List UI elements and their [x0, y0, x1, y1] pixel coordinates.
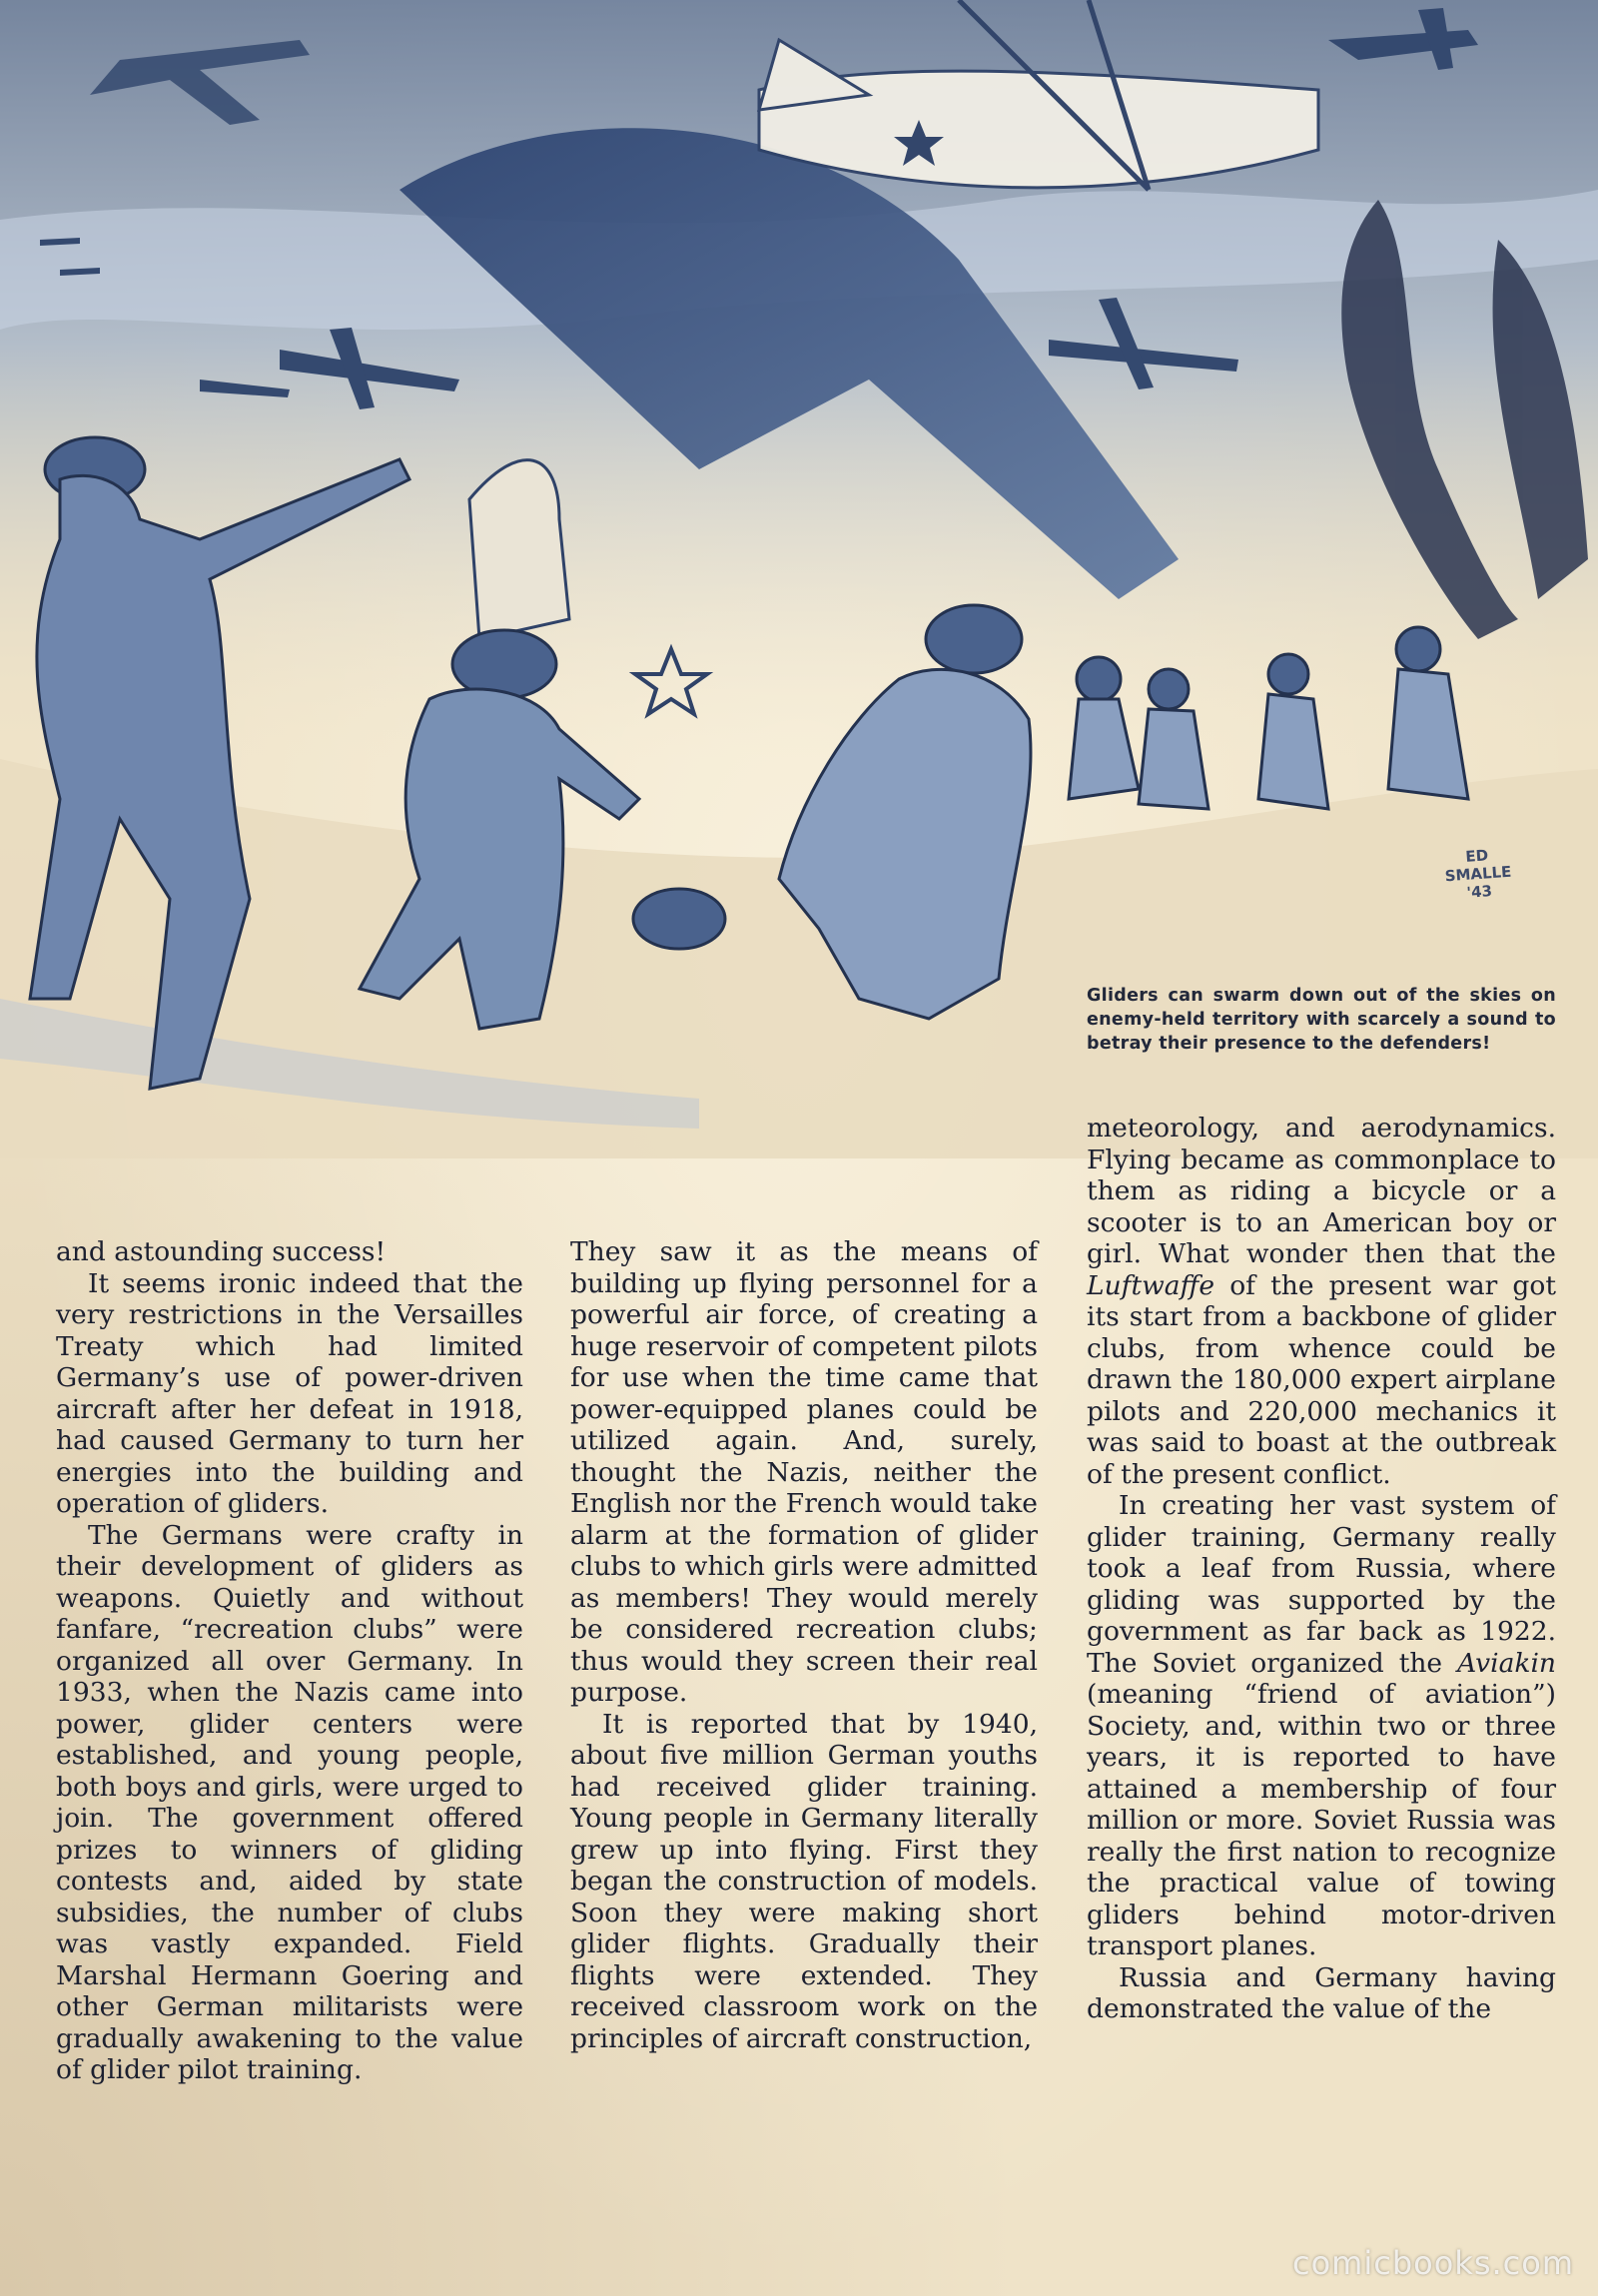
paragraph: It seems ironic indeed that the very restrictions in the Versailles Treaty which had limited Germany’s use of power-driven aircraft after her defeat in 1918, had caused Germany to turn her energies into the building and operation of gliders.: [56, 1267, 523, 1519]
italic-term-luftwaffe: Luftwaffe: [1087, 1269, 1215, 1301]
artist-signature: [1436, 844, 1520, 903]
paragraph-text: meteorology, and aerodynamics. Flying became as commonplace to them as riding a bicycle or a scooter is to an American boy or girl. What wonder then that the: [1087, 1113, 1556, 1269]
signature-line-2: SMALLE: [1444, 862, 1512, 886]
signature-line-1: ED: [1464, 846, 1489, 866]
text-column-2: [570, 1236, 1038, 2054]
paragraph: It is reported that by 1940, about five million German youths had received glider training. Young people in Germany literally grew up into flying. First they began the construction of models. Soon they were making short glider flights. Gradually their flights were extended. They received classroom work on the principles of aircraft construction,: [570, 1708, 1038, 2054]
paragraph-text: (meaning “friend of aviation”) Society, and, within two or three years, it is reported to have attained a membership of four million or more. Soviet Russia was really the first nation to recognize the practical value of towing gliders behind motor-driven transport planes.: [1087, 1679, 1556, 1961]
paragraph: They saw it as the means of building up flying personnel for a powerful air force, of creating a huge reservoir of competent pilots for use when the time came that power-equipped planes could be utilized again. And, surely, thought the Nazis, neither the English nor the French would take alarm at the formation of glider clubs to which girls were admitted as members! They would merely be considered recreation clubs; thus would they screen their real purpose.: [570, 1236, 1038, 1708]
paragraph-text: of the present war got its start from a backbone of glider clubs, from whence could be drawn the 180,000 expert airplane pilots and 220,000 mechanics it was said to boast at the outbreak of the present conflict.: [1087, 1269, 1556, 1490]
signature-line-3: '43: [1465, 882, 1493, 902]
site-watermark: comicbooks.com: [1291, 2244, 1574, 2282]
paragraph: [1087, 1113, 1556, 1490]
paragraph: and astounding success!: [56, 1236, 387, 1267]
italic-term-aviakin: Aviakin: [1457, 1647, 1556, 1679]
text-column-1: [56, 1236, 523, 2086]
paragraph-text: In creating her vast system of glider training, Germany really took a leaf from Russia, where gliding was supported by the government as far back as 1922. The Soviet organized the: [1087, 1490, 1556, 1679]
illustration-caption: Gliders can swarm down out of the skies on enemy-held territory with scarcely a sound to betray their presence to the defenders!: [1087, 986, 1556, 1054]
text-column-3: [1087, 1113, 1556, 2025]
paragraph-text: Russia and Germany having demonstrated the value of the: [1087, 1961, 1556, 2024]
paragraph: The Germans were crafty in their development of gliders as weapons. Quietly and without fanfare, “recreation clubs” were organized all over Germany. In 1933, when the Nazis came into power, glider centers were established, and young people, both boys and girls, were urged to join. The government offered prizes to winners of gliding contests and, aided by state subsidies, the number of clubs was vastly expanded. Field Marshal Hermann Goering and other German militarists were gradually awakening to the value of glider pilot training.: [56, 1519, 523, 2085]
paragraph: [1087, 1962, 1556, 2025]
paragraph: [1087, 1490, 1556, 1962]
